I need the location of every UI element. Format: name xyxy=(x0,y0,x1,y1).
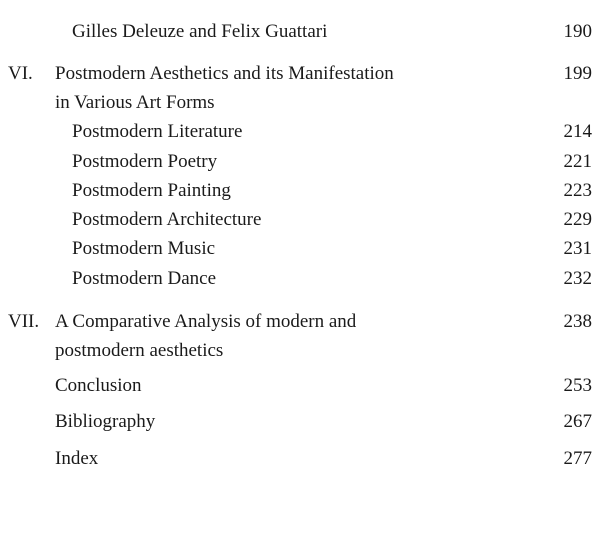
toc-entry-page: 190 xyxy=(563,21,592,42)
toc-entry-title: Postmodern Literature xyxy=(72,121,243,142)
chapter-number: VI. xyxy=(8,63,33,84)
chapter-title-line2: in Various Art Forms xyxy=(55,92,215,113)
toc-entry-title: Index xyxy=(55,448,99,469)
toc-entry-title: Postmodern Poetry xyxy=(72,151,218,172)
toc-entry-page: 232 xyxy=(563,268,592,289)
chapter-title-line2: postmodern aesthetics xyxy=(55,340,224,361)
toc-entry-page: 214 xyxy=(563,121,592,142)
toc-entry-page: 277 xyxy=(563,448,592,469)
toc-entry-title: Postmodern Painting xyxy=(72,180,231,201)
toc-entry-page: 199 xyxy=(563,63,592,84)
toc-entry-page: 231 xyxy=(563,238,592,259)
chapter-title-line1: Postmodern Aesthetics and its Manifestation xyxy=(55,63,394,84)
toc-entry-page: 229 xyxy=(563,209,592,230)
chapter-title-line1: A Comparative Analysis of modern and xyxy=(55,311,357,332)
toc-entry-page: 253 xyxy=(563,375,592,396)
toc-entry-page: 238 xyxy=(563,311,592,332)
toc-entry-title: Bibliography xyxy=(55,411,156,432)
toc-entry-page: 267 xyxy=(563,411,592,432)
toc-entry-title: Postmodern Architecture xyxy=(72,209,262,230)
toc-entry-title: Postmodern Dance xyxy=(72,268,217,289)
chapter-number: VII. xyxy=(8,311,40,332)
toc-entry-page: 223 xyxy=(563,180,592,201)
toc-entry-title: Gilles Deleuze and Felix Guattari xyxy=(72,21,328,42)
toc-entry-page: 221 xyxy=(563,151,592,172)
toc-entry-title: Postmodern Music xyxy=(72,238,216,259)
toc-entry-title: Conclusion xyxy=(55,375,142,396)
